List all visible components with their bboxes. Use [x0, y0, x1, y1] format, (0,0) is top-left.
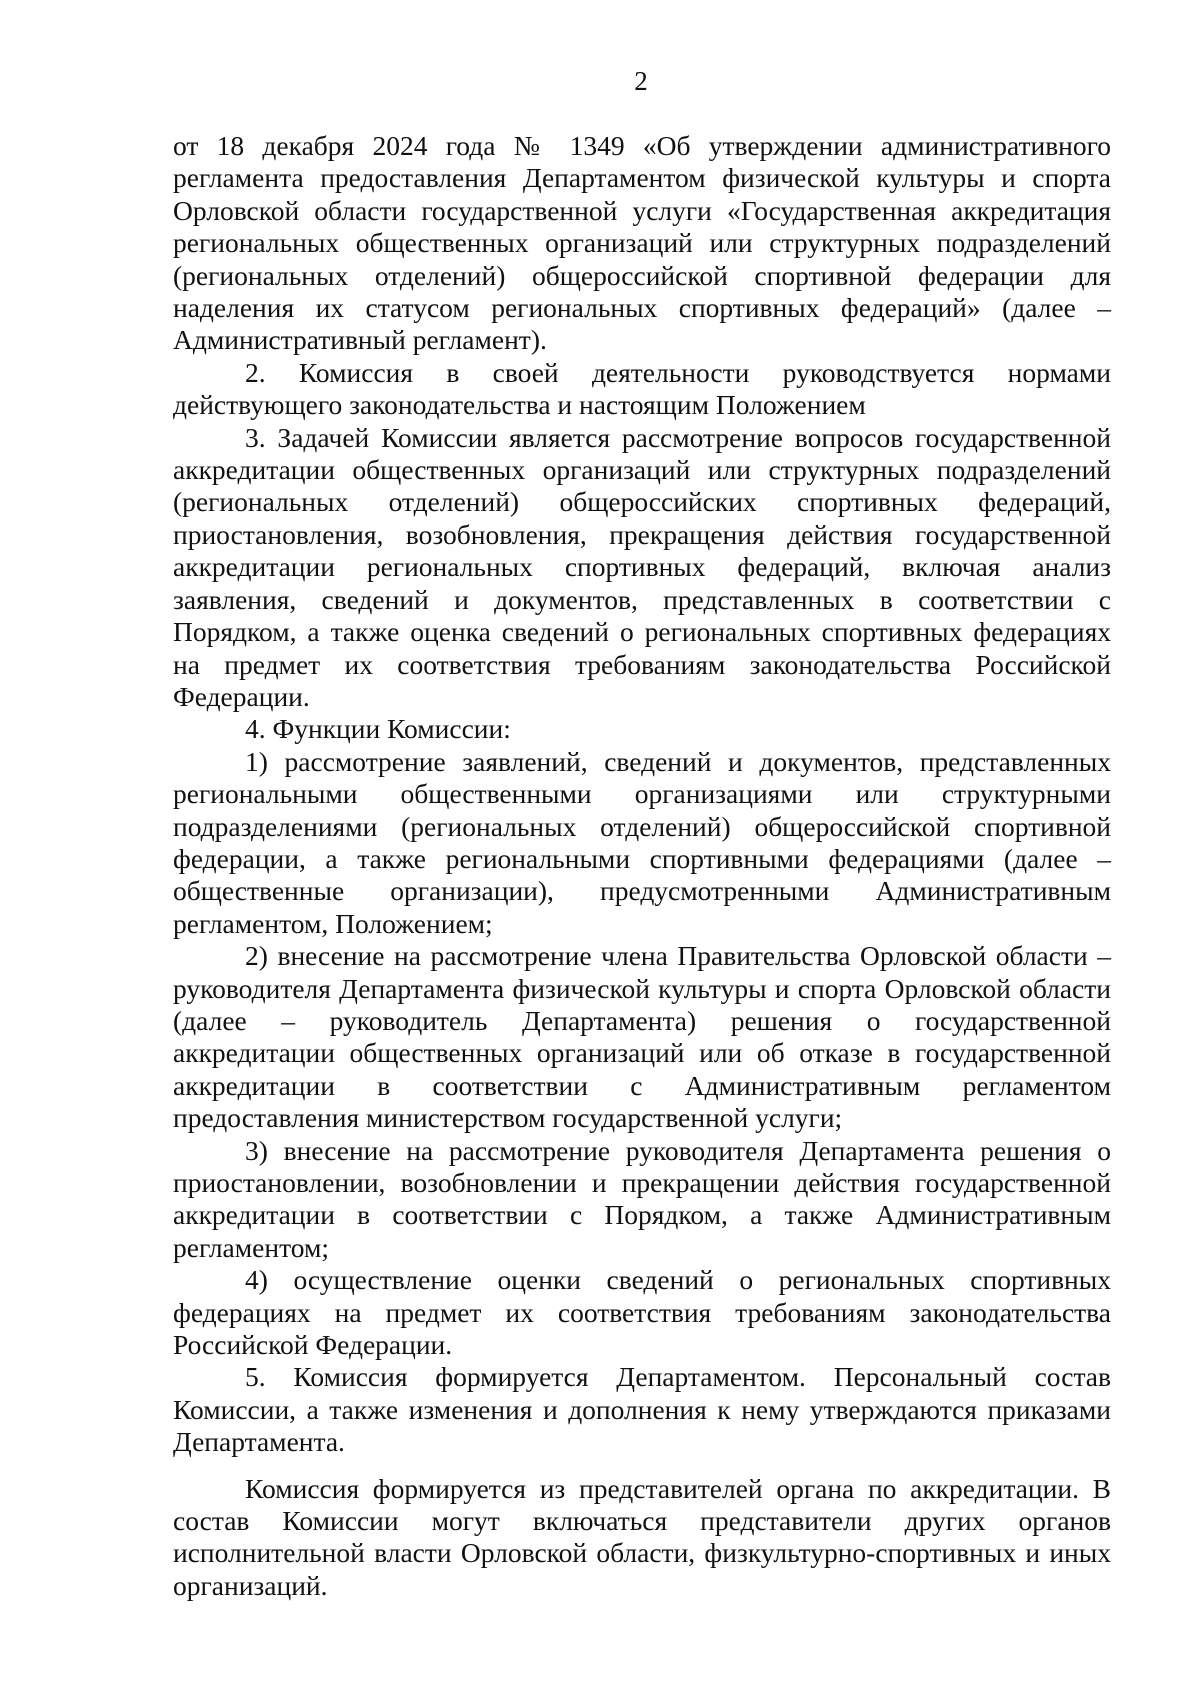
- paragraph-item-5: 5. Комиссия формируется Департаментом. Персональный состав Комиссии, а также изменения и дополнения к нему утверждаются приказами Департамента.: [173, 1361, 1111, 1458]
- paragraph-subitem-2: 2) внесение на рассмотрение члена Правительства Орловской области – руководителя Департамента физической культуры и спорта Орловской области (далее – руководитель Департамента) решения о государственной аккредитации общественных организаций или об отказе в государственной аккредитации в соответствии с Административным регламентом предоставления министерством государственной услуги;: [173, 940, 1111, 1134]
- paragraph-subitem-3: 3) внесение на рассмотрение руководителя Департамента решения о приостановлении, возобновлении и прекращении действия государственной аккредитации в соответствии с Порядком, а также Административным регламентом;: [173, 1134, 1111, 1263]
- paragraph-item-4-heading: 4. Функции Комиссии:: [245, 713, 511, 745]
- paragraph-commission-composition: Комиссия формируется из представителей органа по аккредитации. В состав Комиссии могут включаться представители других органов исполнительной власти Орловской области, физкультурно-спортивных и иных организаций.: [173, 1472, 1111, 1601]
- document-body: [173, 130, 1111, 1602]
- paragraph-item-2: 2. Комиссия в своей деятельности руководствуется нормами действующего законодательства и настоящим Положением: [173, 356, 1111, 421]
- paragraph-subitem-4: 4) осуществление оценки сведений о региональных спортивных федерациях на предмет их соответствия требованиям законодательства Российской Федерации.: [173, 1264, 1111, 1361]
- paragraph-subitem-1: 1) рассмотрение заявлений, сведений и документов, представленных региональными общественными организациями или структурными подразделениями (региональных отделений) общероссийской спортивной федерации, а также региональными спортивными федерациями (далее – общественные организации), предусмотренными Административным регламентом, Положением;: [173, 745, 1111, 939]
- paragraph-item-3: 3. Задачей Комиссии является рассмотрение вопросов государственной аккредитации общественных организаций или структурных подразделений (региональных отделений) общероссийских спортивных федераций, приостановления, возобновления, прекращения действия государственной аккредитации региональных спортивных федераций, включая анализ заявления, сведений и документов, представленных в соответствии с Порядком, а также оценка сведений о региональных спортивных федерациях на предмет их соответствия требованиям законодательства Российской Федерации.: [173, 421, 1111, 712]
- paragraph-continuation: от 18 декабря 2024 года № 1349 «Об утверждении административного регламента предоставления Департаментом физической культуры и спорта Орловской области государственной услуги «Государственная аккредитация региональных общественных организаций или структурных подразделений (региональных отделений) общероссийской спортивной федерации для наделения их статусом региональных спортивных федераций» (далее – Административный регламент).: [173, 130, 1111, 356]
- page-number: 2: [634, 66, 648, 96]
